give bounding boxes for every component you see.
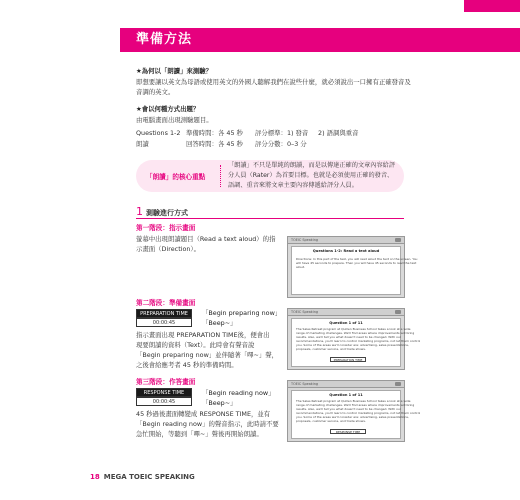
response-timer: 00:00:45: [136, 397, 192, 406]
info-row-2-time: 回答時間：各 45 秒: [186, 140, 243, 148]
stage-1-line-1: 螢幕中出現朗讀題目（Read a text aloud）的指: [136, 235, 276, 243]
page-number: 18: [90, 473, 100, 481]
core-point-label: 「朗讀」的核心重點: [146, 173, 206, 181]
screen-content: [291, 390, 421, 439]
screen-preparation-caption: PREPARATION TIME: [330, 357, 366, 362]
screen-titlebar-text: TOEIC Speaking: [291, 382, 319, 386]
stage-3-line-3: 急忙開始，等聽到「嗶~」聲後再開始朗讀。: [136, 430, 263, 438]
screen-titlebar: [288, 381, 404, 388]
stage-3-speech-1: 「Begin reading now」: [202, 389, 275, 397]
screen-text-line: you. Some of the areas we'll consider are: advertising, sales presentations,: [296, 343, 409, 347]
answer-why-line-2: 音調的英文。: [136, 88, 175, 96]
preparation-time-label: PREPARATION TIME: [136, 309, 192, 318]
info-row-1-extra: 2) 語調與重音: [318, 129, 359, 137]
stage-3-line-2: 「Begin reading now」的聲音指示，此時請不要: [136, 420, 279, 428]
screen-text-line: you. Some of the areas we'll consider are: advertising, sales presentations,: [296, 415, 409, 419]
answer-how-tested: 由電腦畫面出現測驗題目。: [136, 116, 213, 124]
screen-content: [291, 318, 421, 367]
screen-text-line: will have 45 seconds to prepare. Then you will have 45 seconds to read the text: [296, 261, 417, 265]
page-title: 準備方法: [136, 32, 193, 47]
volume-icon: [395, 310, 401, 314]
screen-text-line: range of marketing challenges. We'll find areas where improvements will bring: [296, 403, 415, 407]
corner-tab: [464, 0, 520, 12]
screen-response-caption: RESPONSE TIME: [330, 429, 366, 434]
stage-1-title: 第一階段：指示畫面: [136, 224, 196, 232]
answer-why-line-1: 即想要讓以英文為母語或使用英文的外國人聽解我們在說些什麼，就必須說出一口擁有正確發音及: [136, 78, 411, 86]
page-footer: [90, 473, 195, 481]
stage-2-speech-1: 「Begin preparing now」: [202, 309, 282, 317]
question-why-reading: ★為何以「朗讀」來測驗？: [136, 67, 213, 75]
screen-heading: Questions 1-2: Read a text aloud: [312, 249, 380, 253]
info-row-1-label: Questions 1-2: [136, 129, 181, 137]
stage-2-line-3: 「Begin preparing now」並伴隨著「嗶~」聲，: [136, 351, 279, 359]
screen-titlebar-text: TOEIC Speaking: [291, 310, 319, 314]
core-point-line-1: 「朗讀」不只是單純的朗讀，而是以傳達正確的文章內容給評: [228, 162, 396, 169]
core-point-divider: [220, 165, 221, 187]
preparation-timer: 00:00:45: [136, 318, 192, 327]
section-number: 1: [136, 205, 143, 218]
screen-titlebar-text: TOEIC Speaking: [291, 238, 319, 242]
section-title: 測驗進行方式: [146, 209, 188, 217]
volume-icon: [395, 238, 401, 242]
screen-text-line: recommendations, you'll learn to control marketing programs, not let them control: [296, 339, 421, 343]
screen-text-line: recommendations, you'll learn to control marketing programs, not let them control: [296, 411, 421, 415]
info-row-1-time: 準備時間：各 45 秒: [186, 129, 243, 137]
section-divider: [136, 218, 404, 219]
question-how-tested: ★會以何種方式出題？: [136, 105, 200, 113]
screen-text-line: Directions: In this part of the test, you will read aloud the text on the screen. You: [296, 257, 418, 261]
screen-text-line: results. Also, we'll tell you what doesn't need to be changed. With our: [296, 335, 402, 339]
screen-preparation: [287, 308, 421, 370]
screen-directions: [287, 236, 418, 298]
stage-3-title: 第三階段：作答畫面: [136, 378, 196, 386]
stage-3-speech-2: 「Beep~」: [202, 399, 237, 407]
stage-2-line-4: 之後會給應考者 45 秒的準備時間。: [136, 361, 238, 369]
stage-1-line-2: 示畫面（Direction）。: [136, 245, 201, 253]
screen-text-line: results. Also, we'll tell you what doesn't need to be changed. With our: [296, 407, 402, 411]
screen-response: [287, 380, 421, 442]
section-header: [120, 28, 520, 52]
info-row-1-criteria: 評分標準：1) 發音: [255, 129, 309, 137]
response-time-label: RESPONSE TIME: [136, 388, 192, 397]
screen-titlebar: [288, 309, 404, 316]
screen-text-line: aloud.: [296, 265, 306, 269]
info-row-2-label: 朗讀: [136, 140, 149, 148]
stage-3-line-1: 45 秒過後畫面轉變成 RESPONSE TIME，並有: [136, 410, 271, 418]
volume-icon: [395, 382, 401, 386]
screen-content: [291, 246, 418, 295]
screen-heading: Question 1 of 11: [329, 321, 363, 325]
core-point-line-3: 語調、重音來將文章主要內容傳遞給評分人員。: [228, 182, 358, 189]
stage-2-title: 第二階段：準備畫面: [136, 299, 196, 307]
screen-text-line: The Sales Retreat program at Quillen Business School takes a look at a wide: [296, 327, 411, 331]
screen-heading: Question 1 of 11: [329, 393, 363, 397]
screen-text-line: proposals, customer service, and trade shows.: [296, 419, 366, 423]
book-title: MEGA TOEIC SPEAKING: [103, 473, 195, 481]
stage-2-line-2: 現要朗讀的資料（Text）。此時會有聲音說: [136, 341, 255, 349]
screen-text-line: proposals, customer service, and trade shows.: [296, 347, 366, 351]
info-row-2-criteria: 評分分數：0–3 分: [255, 140, 307, 148]
screen-text-line: range of marketing challenges. We'll find areas where improvements will bring: [296, 331, 415, 335]
screen-text-line: The Sales Retreat program at Quillen Business School takes a look at a wide: [296, 399, 411, 403]
core-point-line-2: 分人員（Rater）為首要目標。也就是必須使用正確的發音、: [228, 172, 394, 179]
screen-titlebar: [288, 237, 404, 244]
stage-2-speech-2: 「Beep~」: [202, 319, 237, 327]
stage-2-line-1: 指示畫面出現 PREPARATION TIME後，便會出: [136, 331, 270, 339]
core-point-box: [136, 160, 404, 192]
